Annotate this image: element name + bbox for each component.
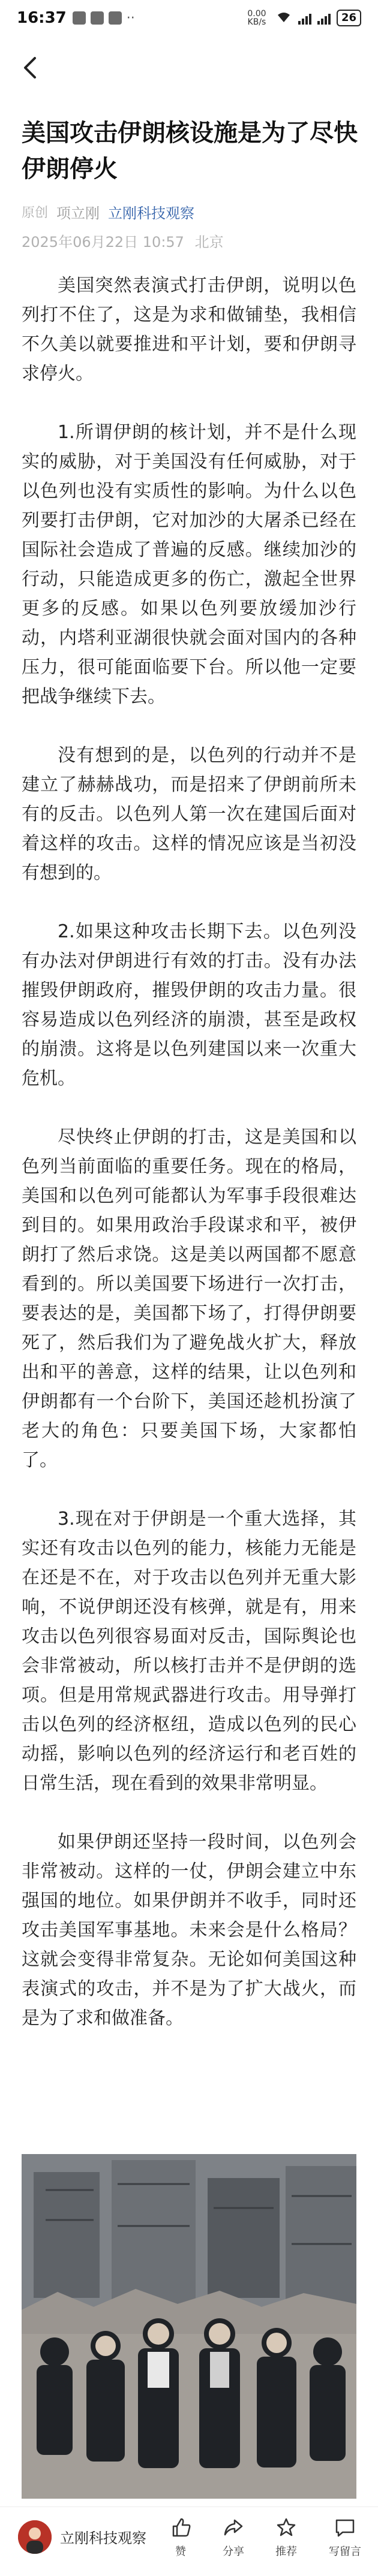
status-bar [0, 0, 378, 36]
bottom-action-bar [0, 2506, 378, 2576]
like-label: 赞 [175, 2545, 186, 2558]
status-right [244, 10, 361, 26]
share-label: 分享 [223, 2545, 244, 2558]
bottom-actions [164, 2515, 367, 2559]
signal-icon-2 [317, 11, 331, 25]
publish-date: 2025年06月22日 10:57 [22, 234, 184, 251]
photo-image [22, 2154, 356, 2499]
more-dots-icon: ·· [126, 10, 135, 26]
status-time: 16:37 [17, 9, 67, 27]
notification-icons [73, 11, 135, 26]
battery-level: 26 [337, 10, 361, 26]
back-button[interactable] [16, 54, 43, 82]
wifi-icon [275, 10, 292, 26]
nav-bar [0, 47, 378, 95]
article-meta [22, 201, 358, 222]
article-paragraph: 没有想到的是，以色列的行动并不是建立了赫赫战功，而是招来了伊朗前所未有的反击。以色列人第一次在建国后面对着这样的攻击。这样的情况应该是当初没有想到的。 [22, 745, 356, 883]
signal-icon [298, 11, 311, 25]
account-avatar[interactable] [18, 2520, 52, 2554]
comment-button[interactable] [323, 2515, 367, 2559]
article-paragraph: 如果伊朗还坚持一段时间，以色列会非常被动。这样的一仗，伊朗会建立中东强国的地位。如果伊朗并不收手，同时还攻击美国军事基地。未来会是什么格局？这就会变得非常复杂。无论如何美国这种表演式的攻击，并不是为了扩大战火，而是为了求和做准备。 [22, 1832, 356, 2029]
article-paragraph: 1.所谓伊朗的核计划，并不是什么现实的威胁，对于美国没有任何威胁，对于以色列也没有实质性的影响。为什么以色列要打击伊朗，它对加沙的大屠杀已经在国际社会造成了普遍的反感。继续加沙的行动，只能造成更多的伤亡，激起全世界更多的反感。如果以色列要放缓加沙行动，内塔利亚湖很快就会面对国内的各种压力，很可能面临要下台。所以他一定要把战争继续下去。 [22, 422, 356, 707]
original-tag: 原创 [22, 206, 49, 221]
app-notification-icon [73, 11, 86, 25]
status-left [17, 9, 135, 27]
thumbs-up-icon [169, 2515, 193, 2539]
comment-icon [333, 2515, 357, 2539]
publish-info [22, 230, 358, 251]
app-notification-icon [109, 11, 122, 25]
author-name: 项立刚 [56, 205, 100, 222]
source-account-link[interactable]: 立刚科技观察 [108, 205, 195, 222]
avatar-image [18, 2520, 52, 2554]
comment-label: 写留言 [329, 2545, 361, 2558]
publish-location: 北京 [194, 234, 224, 251]
share-icon [221, 2515, 245, 2539]
recommend-icon [274, 2515, 298, 2539]
article-title: 美国攻击伊朗核设施是为了尽快伊朗停火 [22, 119, 358, 183]
article-paragraph: 3.现在对于伊朗是一个重大选择，其实还有攻击以色列的能力，核能力无能是在还是不在，对于攻击以色列并无重大影响，不说伊朗还没有核弹，就是有，用来攻击以色列很容易面对反击，国际舆论也会非常被动，所以核打击并不是伊朗的选项。但是用常规武器进行攻击。用导弹打击以色列的经济枢纽，造成以色列的民心动摇，影响以色列的经济运行和老百姓的日常生活，现在看到的效果非常明显。 [22, 1509, 356, 1794]
app-notification-icon [91, 11, 104, 25]
article-paragraph: 2.如果这种攻击长期下去。以色列没有办法对伊朗进行有效的打击。没有办法摧毁伊朗政府，摧毁伊朗的攻击力量。很容易造成以色列经济的崩溃，甚至是政权的崩溃。这将是以色列建国以来一次重大危机。 [22, 921, 356, 1089]
article-paragraph: 美国突然表演式打击伊朗，说明以色列打不住了，这是为求和做铺垫，我相信不久美以就要推进和平计划，要和伊朗寻求停火。 [22, 275, 356, 384]
share-button[interactable] [217, 2515, 250, 2559]
recommend-label: 推荐 [275, 2545, 297, 2558]
network-speed: 0.00 KB/s [247, 9, 266, 27]
like-button[interactable] [164, 2515, 197, 2559]
article-body [22, 271, 356, 2062]
account-name[interactable]: 立刚科技观察 [60, 2530, 146, 2547]
chevron-left-icon [22, 56, 37, 79]
article-photo[interactable] [22, 2154, 356, 2499]
article-paragraph: 尽快终止伊朗的打击，这是美国和以色列当前面临的重要任务。现在的格局，美国和以色列可能都认为军事手段很难达到目的。如果用政治手段谋求和平，被伊朗打了然后求饶。这是美以两国都不愿意看到的。所以美国要下场进行一次打击，要表达的是，美国都下场了，打得伊朗要死了，然后我们为了避免战火扩大，释放出和平的善意，这样的结果，让以色列和伊朗都有一个台阶下，美国还趁机扮演了老大的角色：只要美国下场，大家都怕了。 [22, 1127, 356, 1471]
recommend-button[interactable] [270, 2515, 302, 2559]
